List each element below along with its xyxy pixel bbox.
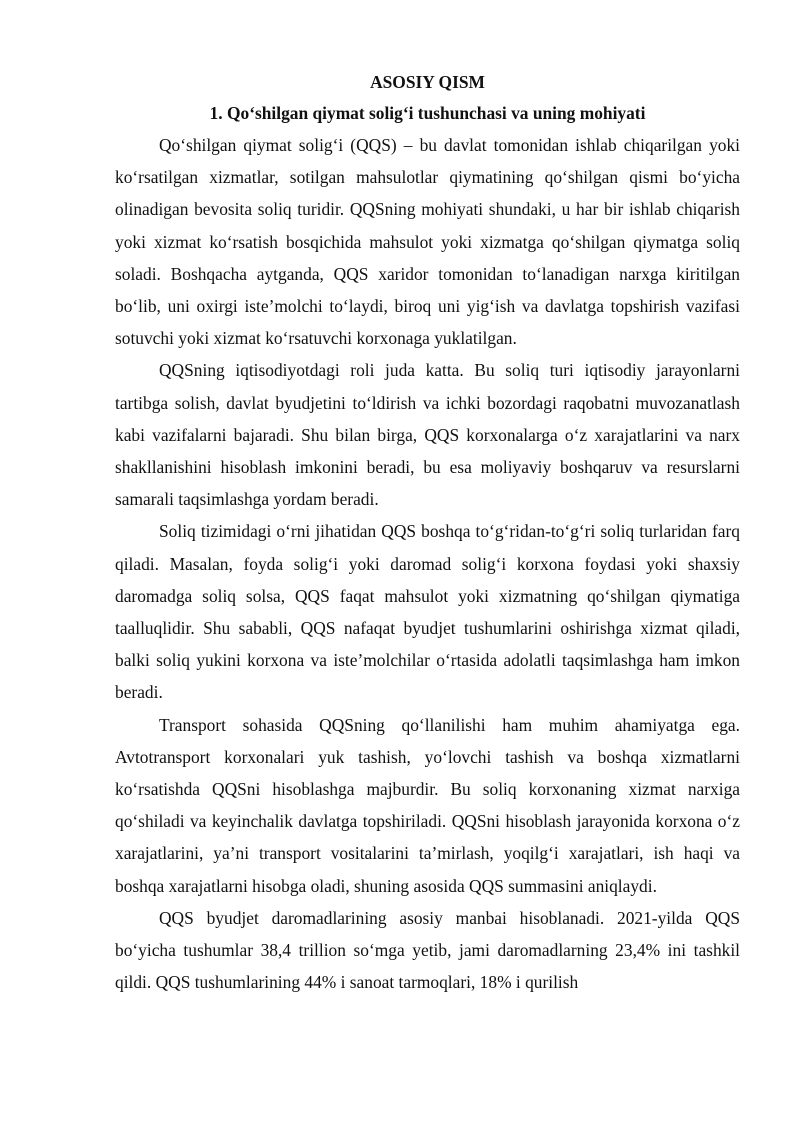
document-body [115, 67, 740, 998]
paragraph: QQSning iqtisodiyotdagi roli juda katta. Bu soliq turi iqtisodiy jarayonlarni tartibga solish, davlat byudjetini to‘ldirish va ichki bozordagi raqobatni muvozanatlash kabi vazifalarni bajaradi. Shu bilan birga, QQS korxonalarga o‘z xarajatlarini va narx shakllanishini hisoblash imkonini beradi, bu esa moliyaviy boshqaruv va resurslarni samarali taqsimlashga yordam beradi. [115, 360, 740, 510]
paragraph: Transport sohasida QQSning qo‘llanilishi ham muhim ahamiyatga ega. Avtotransport korxonalari yuk tashish, yo‘lovchi tashish va boshqa xizmatlarni ko‘rsatishda QQSni hisoblashga majburdir. Bu soliq korxonaning xizmat narxiga qo‘shiladi va keyinchalik davlatga topshiriladi. QQSni hisoblash jarayonida korxona o‘z xarajatlarini, ya’ni transport vositalarini ta’mirlash, yoqilg‘i xarajatlari, ish haqi va boshqa xarajatlarni hisobga oladi, shuning asosida QQS summasini aniqlaydi. [115, 714, 740, 896]
section-heading: 1. Qo‘shilgan qiymat solig‘i tushunchasi va uning mohiyati [209, 103, 646, 123]
paragraph: Qo‘shilgan qiymat solig‘i (QQS) – bu davlat tomonidan ishlab chiqarilgan yoki ko‘rsatilgan xizmatlar, sotilgan mahsulotlar qiymatining qo‘shilgan qismi bo‘yicha olinadigan bevosita soliq turidir. QQSning mohiyati shundaki, u har bir ishlab chiqarish yoki xizmat ko‘rsatish bosqichida mahsulot yoki xizmatga qo‘shilgan qiymatga soliq soladi. Boshqacha aytganda, QQS xaridor tomonidan to‘lanadigan narxga kiritilgan bo‘lib, uni oxirgi iste’molchi to‘laydi, biroq uni yig‘ish va davlatga topshirish vazifasi sotuvchi yoki xizmat ko‘rsatuvchi korxonaga yuklatilgan. [115, 135, 740, 349]
main-heading: ASOSIY QISM [370, 72, 485, 92]
paragraph: Soliq tizimidagi o‘rni jihatidan QQS boshqa to‘g‘ridan-to‘g‘ri soliq turlaridan farq qiladi. Masalan, foyda solig‘i yoki daromad solig‘i korxona foydasi yoki shaxsiy daromadga soliq solsa, QQS faqat mahsulot yoki xizmatning qo‘shilgan qiymatiga taalluqlidir. Shu sababli, QQS nafaqat byudjet tushumlarini oshirishga xizmat qiladi, balki soliq yukini korxona va iste’molchilar o‘rtasida adolatli taqsimlashga ham imkon beradi. [115, 521, 740, 703]
paragraph: QQS byudjet daromadlarining asosiy manbai hisoblanadi. 2021-yilda QQS bo‘yicha tushumlar 38,4 trillion so‘mga yetib, jami daromadlarning 23,4% ini tashkil qildi. QQS tushumlarining 44% i sanoat tarmoqlari, 18% i qurilish [115, 907, 740, 993]
